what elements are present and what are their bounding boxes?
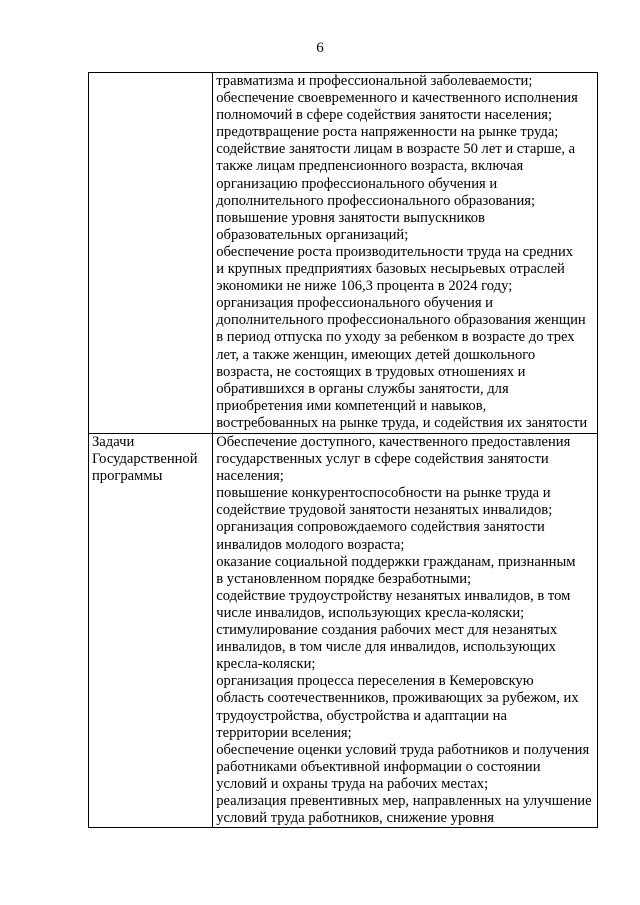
text-line: востребованных на рынке труда, и содействия их занятости [216, 414, 588, 431]
row-label-cell-tasks [89, 434, 213, 828]
text-line: организация сопровождаемого содействия занятости [216, 519, 545, 536]
row-label-cell [89, 73, 213, 434]
text-line: в установленном порядке безработными; [216, 570, 472, 587]
text-line: организация профессионального обучения и [216, 295, 493, 312]
row-content-cell-tasks [213, 434, 598, 828]
text-line: образовательных организаций; [216, 226, 409, 243]
text-line: повышение конкурентоспособности на рынке труда и [216, 485, 551, 502]
text-line: населения; [216, 468, 284, 485]
text-line: условий и охраны труда на рабочих местах; [216, 775, 489, 792]
text-line: Обеспечение доступного, качественного предоставления [216, 434, 571, 450]
page-number: 6 [316, 40, 324, 56]
text-line: содействие трудовой занятости незанятых инвалидов; [216, 502, 553, 519]
text-line: оказание социальной поддержки гражданам, признанным [216, 553, 576, 570]
text-line: кресла-коляски; [216, 656, 316, 673]
table-row [89, 73, 598, 434]
row-content-cell [213, 73, 598, 434]
text-line: Задачи [92, 434, 135, 450]
text-line: инвалидов молодого возраста; [216, 536, 405, 553]
text-line: обеспечение роста производительности труда на средних [216, 243, 574, 260]
text-line: дополнительного профессионального образования женщин [216, 312, 586, 329]
text-line: также лицам предпенсионного возраста, включая [216, 158, 524, 175]
text-line: организация процесса переселения в Кемеровскую [216, 673, 534, 690]
text-line: содействие занятости лицам в возрасте 50 лет и старше, а [216, 141, 576, 158]
text-line: экономики не ниже 106,3 процента в 2024 году; [216, 278, 513, 295]
text-line: территории вселения; [216, 724, 352, 741]
text-line: работниками объективной информации о состоянии [216, 758, 541, 775]
text-line: предотвращение роста напряженности на рынке труда; [216, 124, 559, 141]
text-line: условий труда работников, снижение уровня [216, 810, 494, 827]
text-line: инвалидов, в том числе для инвалидов, использующих [216, 639, 556, 656]
text-line: и крупных предприятиях базовых несырьевых отраслей [216, 261, 565, 278]
text-line: трудоустройства, обустройства и адаптации на [216, 707, 507, 724]
text-line: возраста, не состоящих в трудовых отношениях и [216, 363, 526, 380]
text-line: травматизма и профессиональной заболеваемости; [216, 73, 533, 89]
text-line: обеспечение оценки условий труда работников и получения [216, 741, 590, 758]
text-line: содействие трудоустройству незанятых инвалидов, в том [216, 587, 571, 604]
text-line: Государственной [92, 451, 198, 468]
text-line: лет, а также женщин, имеющих детей дошкольного [216, 346, 536, 363]
program-table [88, 72, 598, 828]
text-line: в период отпуска по уходу за ребенком в возрасте до трех [216, 329, 575, 346]
text-line: стимулирование создания рабочих мест для незанятых [216, 622, 558, 639]
text-line: область соотечественников, проживающих за рубежом, их [216, 690, 579, 707]
table-row [89, 434, 598, 828]
text-line: организацию профессионального обучения и [216, 175, 498, 192]
text-line: реализация превентивных мер, направленных на улучшение [216, 792, 592, 809]
text-line: дополнительного профессионального образования; [216, 192, 536, 209]
text-line: повышение уровня занятости выпускников [216, 209, 485, 226]
text-line: обеспечение своевременного и качественного исполнения [216, 90, 578, 107]
text-line: обратившихся в органы службы занятости, для [216, 380, 509, 397]
text-line: государственных услуг в сфере содействия занятости [216, 451, 549, 468]
text-line: приобретения ими компетенций и навыков, [216, 397, 487, 414]
text-line: числе инвалидов, использующих кресла-коляски; [216, 604, 525, 621]
text-line: программы [92, 468, 163, 485]
text-line: полномочий в сфере содействия занятости населения; [216, 107, 553, 124]
